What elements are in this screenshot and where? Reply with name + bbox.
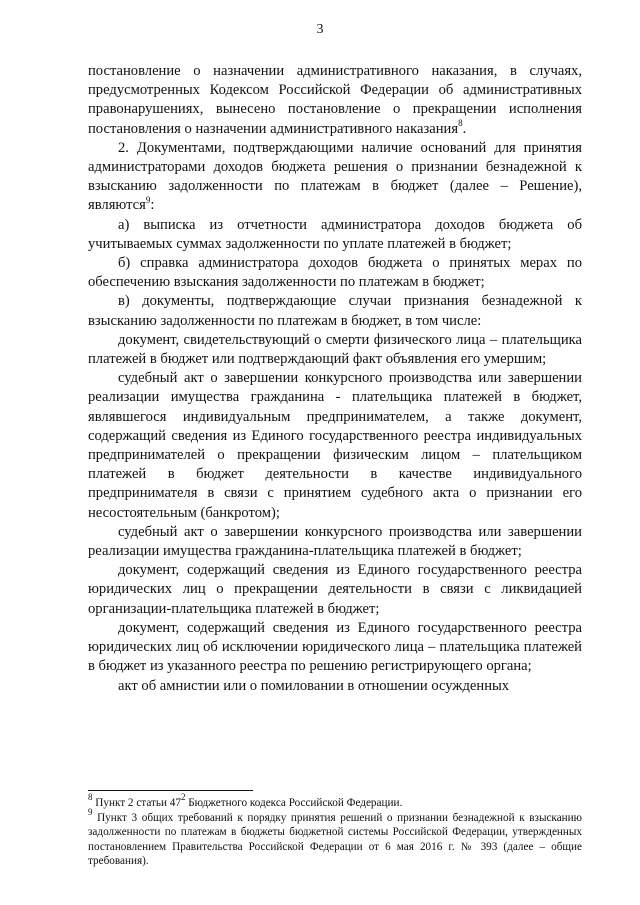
paragraph: документ, содержащий сведения из Единого государственного реестра юридических лиц о прекращении деятельности в связи с ликвидацией организации-плательщика платежей в бюджет; <box>88 562 582 617</box>
paragraph: б) справка администратора доходов бюджета о принятых мерах по обеспечению взыскания задолженности по платежам в бюджет; <box>88 255 582 291</box>
footnote: $^8$ Пункт 2 статьи $47^2$ Бюджетного кодекса Российской Федерации. <box>88 792 403 809</box>
paragraph: в) документы, подтверждающие случаи признания безнадежной к взысканию задолженности по платежам в бюджет, в том числе: <box>88 293 582 329</box>
footnote: $^9$ Пункт 3 общих требований к порядку принятия решений о признании безнадежной к взысканию задолженности по платежам в бюджеты бюджетной системы Российской Федерации, утвержденных постановлением Правительства Российской Федерации от 6 мая 2016 г. № 393 (далее – общие требования). <box>88 806 582 868</box>
footnote-mark: 8 <box>88 792 93 803</box>
footnote-divider <box>88 790 253 791</box>
page-number: 3 <box>316 22 324 37</box>
document-body <box>88 62 582 696</box>
footnote-ref[interactable]: 8 <box>458 117 463 128</box>
paragraph: 2. Документами, подтверждающими наличие оснований для принятия администраторами доходов бюджета решения о признании безнадежной к взысканию задолженности по платежам в бюджет (далее – Решение), являются$^9$: <box>88 139 582 214</box>
footnote-mark: 9 <box>88 806 93 817</box>
paragraph: судебный акт о завершении конкурсного производства или завершении реализации имущества гражданина - плательщика платежей в бюджет, являвшегося индивидуальным предпринимателем, а также документ, содержащий сведения из Единого государственного реестра индивидуальных предпринимателей о прекращении физическим лицом – плательщиком платежей в бюджет деятельности в качестве индивидуального предпринимателя в связи с принятием судебного акта о признании его несостоятельным (банкротом); <box>88 370 582 521</box>
footnote-ref[interactable]: 9 <box>145 194 151 205</box>
paragraph: акт об амнистии или о помиловании в отношении осужденных <box>118 677 510 694</box>
paragraph: постановление о назначении административного наказания, в случаях, предусмотренных Кодексом Российской Федерации об административных правонарушениях, вынесено постановление о прекращении исполнения постановления о назначении административного наказания$^8$. <box>88 63 582 137</box>
paragraph: документ, свидетельствующий о смерти физического лица – плательщика платежей в бюджет или подтверждающий факт объявления его умершим; <box>88 331 582 368</box>
paragraph: а) выписка из отчетности администратора доходов бюджета об учитываемых суммах задолженности по уплате платежей в бюджет; <box>88 216 582 252</box>
paragraph: документ, содержащий сведения из Единого государственного реестра юридических лиц об исключении юридического лица – плательщика платежей в бюджет из указанного реестра по решению регистрирующего органа; <box>88 619 582 675</box>
footnotes <box>88 792 582 869</box>
paragraph: судебный акт о завершении конкурсного производства или завершении реализации имущества гражданина-плательщика платежей в бюджет; <box>88 523 582 560</box>
